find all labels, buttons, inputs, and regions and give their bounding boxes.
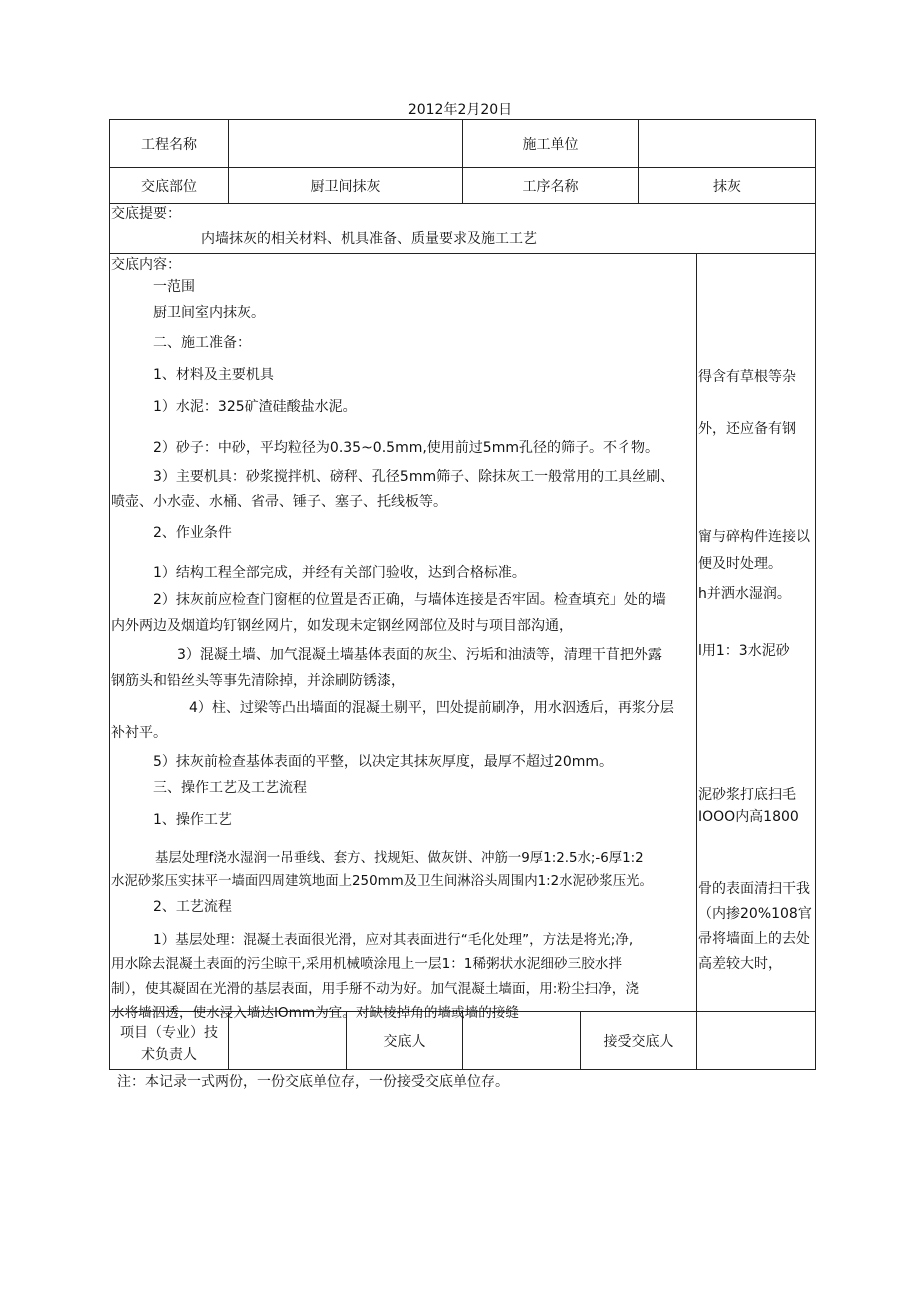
side-note: 骨的表面清扫干我: [698, 881, 810, 897]
content-line: 3）混凝土墙、加气混凝土墙基体表面的灰尘、污垢和油渍等，清理干苜把外露: [177, 647, 662, 663]
content-line: 用水除去混凝土表面的污尘晾干,采用机械喷涂甩上一层1：1稀粥状水泥细砂三胶水拌: [111, 956, 622, 972]
content-line: 2）砂子：中砂，平均粒径为0.35~0.5mm,使用前过5mm孔径的筛子。不彳物。: [153, 440, 659, 456]
content-line: 喷壶、小水壶、水桶、省帚、锤子、塞子、托线板等。: [111, 494, 447, 510]
content-line: 2、工艺流程: [153, 899, 232, 915]
content-line: 制），使其凝固在光滑的基层表面，用手掰不动为好。加气混凝土墙面，用:粉尘扫净，浇: [111, 981, 639, 997]
side-note: 便及时处理。: [698, 556, 782, 572]
project-name-label: 工程名称: [141, 137, 197, 153]
footnote: 注：本记录一式两份，一份交底单位存，一份接受交底单位存。: [117, 1074, 509, 1090]
content-line: 1）结构工程全部完成，并经有关部门验收，达到合格标准。: [153, 565, 526, 581]
content-line: 三、操作工艺及工艺流程: [153, 780, 307, 796]
content-line: 1）基层处理：混凝土表面很光滑，应对其表面进行“毛化处理”，方法是将光;净,: [153, 932, 634, 948]
side-note: 帚将墙面上的去处: [698, 931, 810, 947]
summary-label: 交底提要：: [111, 206, 181, 222]
side-note: 泥砂浆打底扫毛: [698, 787, 796, 803]
content-line: 1、材料及主要机具: [153, 367, 274, 383]
content-line: 1）水泥：325矿渣硅酸盐水泥。: [153, 399, 357, 415]
content-line: 5）抹灰前检查基体表面的平整，以决定其抹灰厚度，最厚不超过20mm。: [153, 754, 613, 770]
content-line: 内外两边及烟道均钉钢丝网片，如发现未定钢丝网部位及时与项目部沟通，: [111, 618, 573, 634]
receiver-label: 接受交底人: [603, 1034, 674, 1050]
side-note: 得含有草根等杂: [698, 369, 796, 385]
content-label: 交底内容：: [111, 257, 181, 273]
content-line: 4）柱、过梁等凸出墙面的混凝土剔平，凹处提前刷净，用水泅透后，再浆分层: [189, 700, 674, 716]
process-name-value: 抹灰: [713, 179, 741, 195]
side-notes: [697, 254, 815, 1011]
content-line: 一范围: [153, 279, 195, 295]
content-line: 2、作业条件: [153, 525, 232, 541]
content-line: 3）主要机具：砂浆搅拌机、磅秤、孔径5mm筛子、除抹灰工一般常用的工具丝刷、: [153, 469, 675, 485]
side-note: l用1：3水泥砂: [698, 643, 790, 659]
content-line: 厨卫间室内抹灰。: [153, 305, 265, 321]
record-date: 2012年2月20日: [407, 102, 513, 118]
side-note: 甯与碎构件连接以: [698, 529, 810, 545]
process-name-label: 工序名称: [522, 179, 579, 195]
content-line: 钢筋头和铅丝头等事先清除掉，并涂刷防锈漆，: [111, 673, 405, 689]
handover-part-label: 交底部位: [141, 179, 197, 195]
content-line: 2）抹灰前应检查门窗框的位置是否正确，与墙体连接是否牢固。检查填充」处的墙: [153, 592, 666, 608]
summary-text: 内墙抹灰的相关材料、机具准备、质量要求及施工工艺: [201, 231, 537, 247]
tech-lead-label-line1: 项目（专业）技: [120, 1025, 218, 1041]
content-line: 1、操作工艺: [153, 812, 232, 828]
handover-part-value: 厨卫间抹灰: [310, 179, 381, 195]
content-line: 二、施工准备：: [153, 335, 251, 351]
construction-unit-label: 施工单位: [522, 137, 579, 153]
side-note: IOOO内高1800: [698, 809, 799, 825]
side-note: 高差较大时，: [698, 956, 782, 972]
handover-person-label: 交底人: [383, 1034, 426, 1050]
tech-lead-label-line2: 术负责人: [141, 1047, 197, 1063]
content-body: [110, 255, 696, 1021]
content-line: 基层处理f浇水湿润一吊垂线、套方、找规矩、做灰饼、冲筋一9厚1:2.5水;-6厚1:2: [155, 851, 644, 866]
side-note: （内掺20%108官: [698, 906, 812, 922]
content-line: 水将墙泅透，使水浸入墙达lOmm为宜。对缺棱掉角的墙或墙的接缝: [111, 1005, 519, 1021]
content-line: 水泥砂浆压实抹平一墙面四周建筑地面上250mm及卫生间淋浴头周围内1:2水泥砂浆压光。: [111, 874, 653, 889]
side-note: h并洒水湿润。: [698, 586, 791, 602]
content-line: 补衬平。: [111, 725, 167, 741]
side-note: 外，还应备有钢: [698, 421, 796, 437]
